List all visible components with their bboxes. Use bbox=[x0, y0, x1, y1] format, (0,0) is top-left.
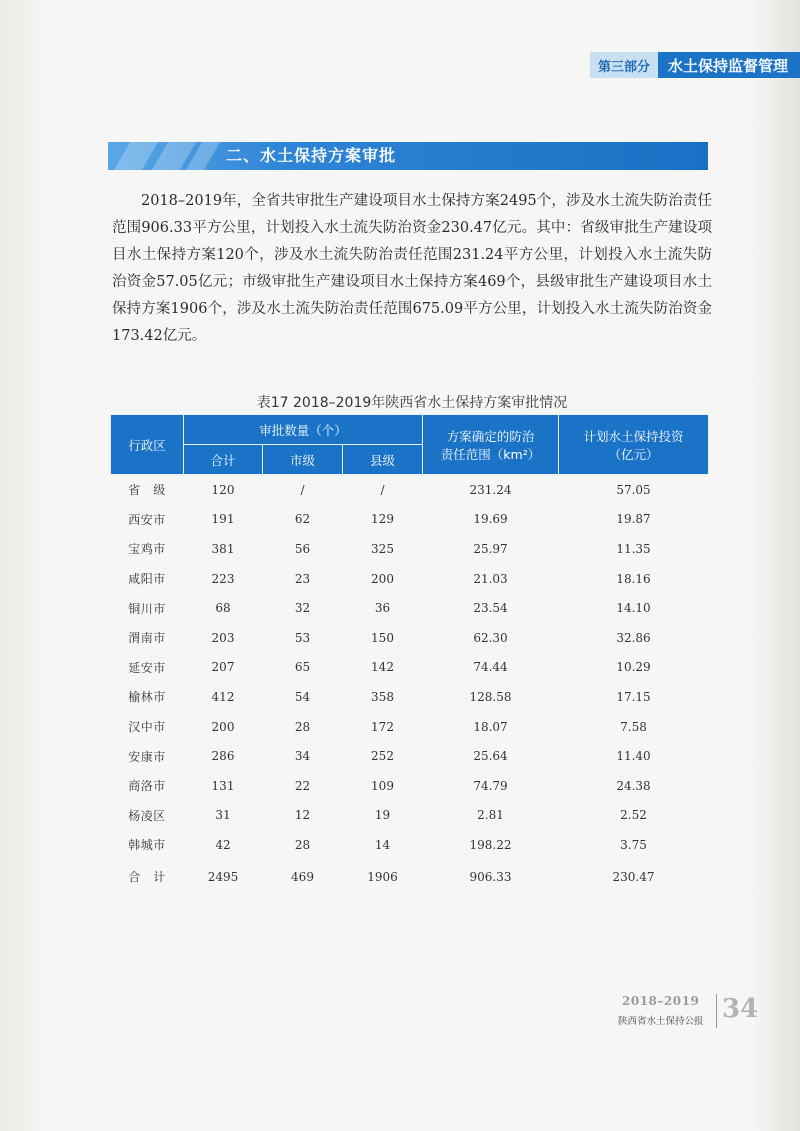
header-city: 市级 bbox=[263, 445, 343, 475]
header-investment-line1: 计划水土保持投资 bbox=[583, 428, 684, 444]
cell-region: 宝鸡市 bbox=[128, 542, 166, 557]
table-total-row bbox=[111, 860, 709, 894]
cell-region: 铜川市 bbox=[128, 601, 166, 616]
cell-total: 207 bbox=[211, 660, 235, 675]
cell-region: 汉中市 bbox=[128, 720, 166, 735]
cell-area: 62.30 bbox=[473, 630, 508, 645]
cell-county: 200 bbox=[371, 571, 394, 586]
cell-area: 21.03 bbox=[473, 571, 508, 586]
cell-region: 商洛市 bbox=[128, 779, 166, 794]
cell-total: 31 bbox=[215, 808, 231, 823]
table-row bbox=[111, 475, 709, 505]
cell-region: 韩城市 bbox=[128, 838, 166, 853]
approval-table bbox=[110, 414, 709, 894]
header-area-line2: 责任范围（km²） bbox=[440, 446, 541, 462]
table-row bbox=[111, 830, 709, 860]
cell-county: 142 bbox=[371, 660, 394, 675]
cell-region: 省 级 bbox=[128, 483, 166, 498]
table-row bbox=[111, 564, 709, 594]
cell-area: 19.69 bbox=[473, 512, 508, 527]
cell-region: 安康市 bbox=[128, 749, 166, 764]
cell-investment: 57.05 bbox=[616, 482, 651, 497]
header-investment-line2: （亿元） bbox=[608, 446, 659, 462]
cell-investment: 32.86 bbox=[616, 630, 651, 645]
footer-divider bbox=[716, 994, 717, 1028]
header-area-line1: 方案确定的防治 bbox=[446, 428, 535, 444]
cell-city: 65 bbox=[294, 660, 311, 675]
cell-total: 68 bbox=[215, 601, 231, 616]
cell-area: 74.44 bbox=[473, 660, 508, 675]
cell-total: 412 bbox=[211, 689, 235, 704]
cell-total: 2495 bbox=[207, 869, 239, 884]
cell-investment: 230.47 bbox=[612, 869, 655, 884]
cell-area: 2.81 bbox=[477, 808, 504, 823]
cell-region: 延安市 bbox=[128, 660, 166, 675]
cell-city: 56 bbox=[294, 541, 311, 556]
cell-county: 129 bbox=[371, 512, 394, 527]
cell-investment: 11.35 bbox=[616, 541, 651, 556]
cell-city: 22 bbox=[294, 778, 311, 793]
table-row bbox=[111, 771, 709, 801]
cell-area: 18.07 bbox=[473, 719, 508, 734]
cell-region: 咸阳市 bbox=[128, 572, 166, 587]
cell-city: 28 bbox=[294, 719, 311, 734]
cell-region: 榆林市 bbox=[128, 690, 166, 705]
cell-area: 25.97 bbox=[473, 541, 508, 556]
cell-investment: 17.15 bbox=[616, 689, 651, 704]
table-row bbox=[111, 593, 709, 623]
cell-region: 西安市 bbox=[128, 512, 166, 527]
cell-total: 120 bbox=[211, 482, 235, 497]
cell-investment: 3.75 bbox=[620, 837, 647, 852]
cell-total: 131 bbox=[211, 778, 235, 793]
table-row bbox=[111, 623, 709, 653]
table-row bbox=[111, 505, 709, 535]
table-row bbox=[111, 534, 709, 564]
cell-total: 286 bbox=[211, 749, 235, 764]
section-heading-bar bbox=[108, 142, 708, 170]
cell-region: 渭南市 bbox=[128, 631, 166, 646]
cell-county: 14 bbox=[374, 837, 391, 852]
cell-total: 381 bbox=[211, 541, 235, 556]
header-county: 县级 bbox=[343, 445, 423, 475]
header-region: 行政区 bbox=[111, 415, 184, 475]
cell-city: 34 bbox=[294, 749, 311, 764]
cell-area: 25.64 bbox=[473, 749, 508, 764]
cell-investment: 10.29 bbox=[616, 660, 651, 675]
cell-total: 191 bbox=[211, 512, 235, 527]
footer-publication: 陕西省水土保持公报 bbox=[618, 1016, 704, 1027]
page-number: 34 bbox=[722, 994, 759, 1024]
decorative-stripe bbox=[114, 142, 158, 170]
section-title: 二、水土保持方案审批 bbox=[226, 146, 397, 165]
table-caption: 表17 2018–2019年陕西省水土保持方案审批情况 bbox=[256, 395, 568, 411]
cell-city: 62 bbox=[294, 512, 311, 527]
cell-investment: 18.16 bbox=[616, 571, 651, 586]
cell-county: 358 bbox=[371, 689, 394, 704]
cell-city: 469 bbox=[291, 869, 314, 884]
cell-region: 杨凌区 bbox=[128, 808, 166, 823]
cell-county: 1906 bbox=[367, 869, 398, 884]
cell-investment: 24.38 bbox=[616, 778, 651, 793]
cell-area: 906.33 bbox=[469, 869, 512, 884]
cell-investment: 19.87 bbox=[616, 512, 651, 527]
header-investment bbox=[559, 415, 709, 475]
footer-year: 2018–2019 bbox=[622, 994, 700, 1008]
cell-total: 203 bbox=[211, 630, 235, 645]
cell-county: / bbox=[380, 482, 385, 497]
cell-county: 150 bbox=[371, 630, 394, 645]
body-paragraph: 2018–2019年，全省共审批生产建设项目水土保持方案2495个，涉及水土流失防治责任范围906.33平方公里，计划投入水土流失防治资金230.47亿元。其中：省级审批生产建设项目水土保持方案120个，涉及水土流失防治责任范围231.24平方公里，计划投入水土流失防治资金57.05亿元；市级审批生产建设项目水土保持方案469个，县级审批生产建设项目水土保持方案1906个，涉及水土流失防治责任范围675.09平方公里，计划投入水土流失防治资金173.42亿元。 bbox=[112, 193, 712, 344]
cell-county: 252 bbox=[371, 749, 394, 764]
cell-county: 19 bbox=[374, 808, 391, 823]
cell-city: 54 bbox=[294, 689, 311, 704]
cell-area: 23.54 bbox=[473, 601, 508, 616]
cell-county: 109 bbox=[371, 778, 394, 793]
cell-investment: 7.58 bbox=[620, 719, 647, 734]
cell-city: 28 bbox=[294, 837, 311, 852]
cell-city: / bbox=[300, 482, 305, 497]
cell-city: 53 bbox=[294, 630, 311, 645]
table-row bbox=[111, 801, 709, 831]
cell-area: 198.22 bbox=[469, 837, 512, 852]
chapter-header bbox=[590, 52, 800, 78]
header-area bbox=[423, 415, 559, 475]
cell-investment: 14.10 bbox=[616, 601, 651, 616]
header-approval-count: 审批数量（个） bbox=[184, 415, 423, 445]
cell-total: 223 bbox=[211, 571, 235, 586]
cell-area: 74.79 bbox=[473, 778, 508, 793]
cell-county: 36 bbox=[374, 601, 391, 616]
header-total: 合计 bbox=[184, 445, 263, 475]
cell-region: 合 计 bbox=[128, 870, 166, 885]
cell-county: 172 bbox=[371, 719, 394, 734]
table-row bbox=[111, 653, 709, 683]
cell-investment: 11.40 bbox=[616, 749, 651, 764]
table-row bbox=[111, 682, 709, 712]
cell-city: 23 bbox=[294, 571, 311, 586]
cell-total: 200 bbox=[211, 719, 235, 734]
table-header-row bbox=[111, 415, 709, 445]
table-row bbox=[111, 741, 709, 771]
chapter-title: 水土保持监督管理 bbox=[658, 52, 800, 78]
chapter-part-label: 第三部分 bbox=[590, 52, 658, 78]
table-row bbox=[111, 712, 709, 742]
cell-city: 32 bbox=[294, 601, 311, 616]
cell-city: 12 bbox=[294, 808, 311, 823]
cell-total: 42 bbox=[215, 837, 231, 852]
cell-area: 128.58 bbox=[469, 689, 512, 704]
cell-area: 231.24 bbox=[469, 482, 512, 497]
cell-investment: 2.52 bbox=[620, 808, 647, 823]
cell-county: 325 bbox=[371, 541, 394, 556]
